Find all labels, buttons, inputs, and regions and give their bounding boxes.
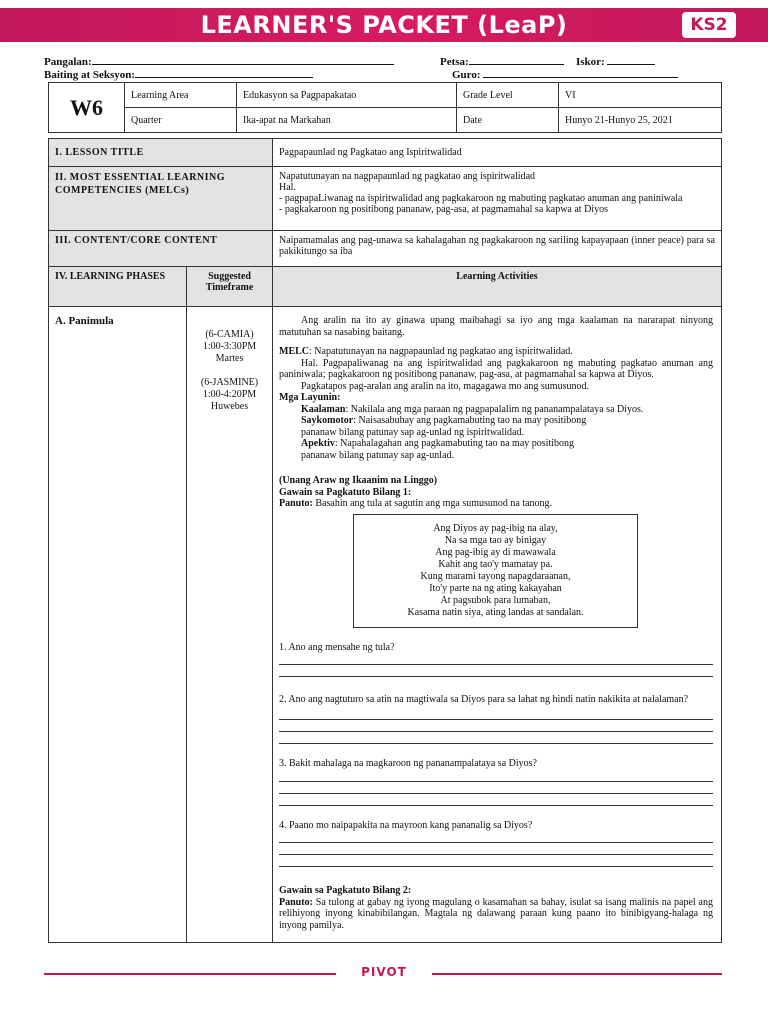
score-label: Iskor: (576, 56, 605, 68)
date-blank[interactable] (469, 54, 564, 65)
answer-line[interactable] (279, 843, 713, 855)
poem-line: Ang Diyos ay pag-ibig na alay, (433, 522, 558, 534)
answer-line[interactable] (279, 770, 713, 782)
date-label: Date (457, 108, 559, 133)
answer-line[interactable] (279, 831, 713, 843)
poem-line: Kung marami tayong napagdaraanan, (420, 570, 571, 582)
melc-line: - pagkakaroon ng positibong pananaw, pag-asa, at pagmamahal sa kapwa at Diyos (279, 204, 608, 215)
grade-level-label: Grade Level (457, 83, 559, 108)
poem-line: Kasama natin siya, ating landas at sandalan. (407, 606, 584, 618)
date-label: Petsa: (440, 56, 469, 68)
answer-line[interactable] (279, 732, 713, 744)
timeframe-cell (187, 307, 273, 943)
date-field (440, 54, 564, 68)
goals-head: Mga Layunin: (279, 392, 341, 403)
grade-level-value: VI (559, 83, 722, 108)
schedule-time: 1:00-4:20PM (202, 389, 257, 400)
answer-line[interactable] (279, 720, 713, 732)
learning-area-value: Edukasyon sa Pagpapakatao (237, 83, 457, 108)
answer-line[interactable] (279, 653, 713, 665)
panuto1: Panuto: Basahin ang tula at sagutin ang mga sumusunod na tanong. (279, 498, 553, 509)
melc-head: MELC (279, 346, 309, 357)
day-head: (Unang Araw ng Ikaanim na Linggo) (279, 475, 438, 486)
score-blank[interactable] (607, 54, 655, 65)
phase-a-label: A. Panimula (49, 307, 187, 943)
after-text: Pagkatapos pag-aralan ang aralin na ito, magagawa mo ang sumusunod. (301, 380, 589, 392)
goal-saykomotor: Saykomotor: Naisasabuhay ang pagkamabuting tao na may positibong (301, 415, 587, 426)
meta-table (48, 82, 722, 133)
question-3: 3. Bakit mahalaga na magkaroon ng pananampalataya sa Diyos? (279, 758, 537, 769)
answer-line[interactable] (279, 665, 713, 677)
melc-list (273, 167, 722, 231)
poem-line: Kahit ang tao'y mamatay pa. (438, 558, 553, 570)
teacher-label: Guro: (452, 69, 481, 81)
activities-label: Learning Activities (273, 267, 722, 307)
teacher-field (452, 67, 678, 81)
schedule-section: (6-CAMIA) (205, 329, 254, 340)
phases-label: IV. LEARNING PHASES (49, 267, 187, 307)
answer-line[interactable] (279, 794, 713, 806)
poem-line: At pagsubok para lumaban, (440, 594, 551, 606)
timeframe-label: Suggested Timeframe (187, 267, 273, 307)
quarter-label: Quarter (125, 108, 237, 133)
goal-saykomotor-cont: pananaw bilang patunay sap ag-unlad ng ispiritwalidad. (301, 426, 524, 438)
name-blank[interactable] (92, 54, 394, 65)
quarter-value: Ika-apat na Markahan (237, 108, 457, 133)
schedule-section: (6-JASMINE) (200, 377, 259, 388)
packet-title: LEARNER'S PACKET (LeaP) (200, 11, 568, 39)
footer-line-left (44, 973, 336, 975)
footer-line-right (432, 973, 722, 975)
melc-line: Hal. (279, 182, 296, 193)
schedule-time: 1:00-3:30PM (202, 341, 257, 352)
goal-apektiv: Apektiv: Napahalagahan ang pagkamabuting tao na may positibong (301, 438, 575, 449)
melc-line: - pagpapaLiwanag na ispiritwalidad ang pagkakaroon ng mabuting pagkatao anuman ang paniniwala (279, 193, 683, 204)
gawain1-head: Gawain sa Pagkatuto Bilang 1: (279, 486, 412, 498)
intro-text: Ang aralin na ito ay ginawa upang maibahagi sa iyo ang mga kaalaman na nararapat ninyong matutuhan sa nasabing baitang. (279, 315, 713, 338)
activities-cell (273, 307, 722, 943)
teacher-blank[interactable] (483, 67, 678, 78)
poem-box (353, 514, 638, 628)
learning-area-label: Learning Area (125, 83, 237, 108)
schedule-day: Huwebes (210, 401, 249, 412)
grade-section-field (44, 67, 313, 81)
lesson-title-value: Pagpapaunlad ng Pagkatao ang Ispiritwalidad (273, 139, 722, 167)
content-label: III. CONTENT/CORE CONTENT (49, 231, 273, 267)
answer-line[interactable] (279, 855, 713, 867)
name-field (44, 54, 394, 68)
poem-line: Ang pag-ibig ay di mawawala (435, 546, 556, 558)
melc-paragraph: MELC: Napatutunayan na nagpapaunlad ng pagkatao ang ispiritwalidad. (279, 346, 573, 357)
name-label: Pangalan: (44, 56, 92, 68)
grade-section-label: Baiting at Seksyon: (44, 69, 136, 81)
hal-text: Hal. Pagpapaliwanag na ang ispiritwalidad ang pagkakaroon ng mabuting pagkatao anuman ang paniniwala; pagkakaroon ng positibong pananaw, pag-asa, at pagmamahal sa kapwa at Diyos. (279, 357, 713, 380)
goal-kaalaman: Kaalaman: Nakilala ang mga paraan ng pagpapalalim ng pananampalataya sa Diyos. (301, 403, 644, 415)
gawain2-head: Gawain sa Pagkatuto Bilang 2: (279, 885, 412, 896)
lesson-table (48, 138, 722, 943)
melc-line: Napatutunayan na nagpapaunlad ng pagkatao ang ispiritwalidad (279, 171, 536, 182)
question-4: 4. Paano mo naipapakita na mayroon kang pananalig sa Diyos? (279, 819, 533, 831)
score-field (576, 54, 655, 68)
date-value: Hunyo 21-Hunyo 25, 2021 (559, 108, 722, 133)
melc-label: II. MOST ESSENTIAL LEARNING COMPETENCIES (MELCs) (49, 167, 273, 231)
answer-line[interactable] (279, 708, 713, 720)
schedule-day: Martes (215, 353, 244, 364)
pivot-logo: PIVOT (361, 965, 407, 979)
lesson-title-label: I. LESSON TITLE (49, 139, 273, 167)
week-label: W6 (49, 83, 125, 133)
poem-line: Ito'y parte na ng ating kakayahan (429, 582, 562, 594)
question-2: 2. Ano ang nagtuturo sa atin na magtiwala sa Diyos para sa lahat ng hindi natin nakikita at nalalaman? (279, 694, 689, 705)
content-value: Naipamamalas ang pag-unawa sa kahalagahan ng pagkakaroon ng sariling kapayapaan (inner peace) para sa pakikitungo sa iba (273, 231, 722, 267)
poem-line: Na sa mga tao ay binigay (444, 534, 547, 546)
panuto2: Panuto: Sa tulong at gabay ng iyong magulang o kasamahan sa bahay, isulat sa isang malinis na papel ang relihiyong inyong kinabibilangan. Magtala ng dalawang paraan kung paano ito binibigyang-halaga ng inyong pamilya. (279, 896, 713, 931)
goal-apektiv-cont: pananaw bilang patunay sap ag-unlad. (301, 449, 455, 461)
grade-section-blank[interactable] (135, 67, 313, 78)
question-1: 1. Ano ang mensahe ng tula? (279, 641, 395, 653)
answer-line[interactable] (279, 782, 713, 794)
ks-badge: KS2 (682, 12, 736, 38)
